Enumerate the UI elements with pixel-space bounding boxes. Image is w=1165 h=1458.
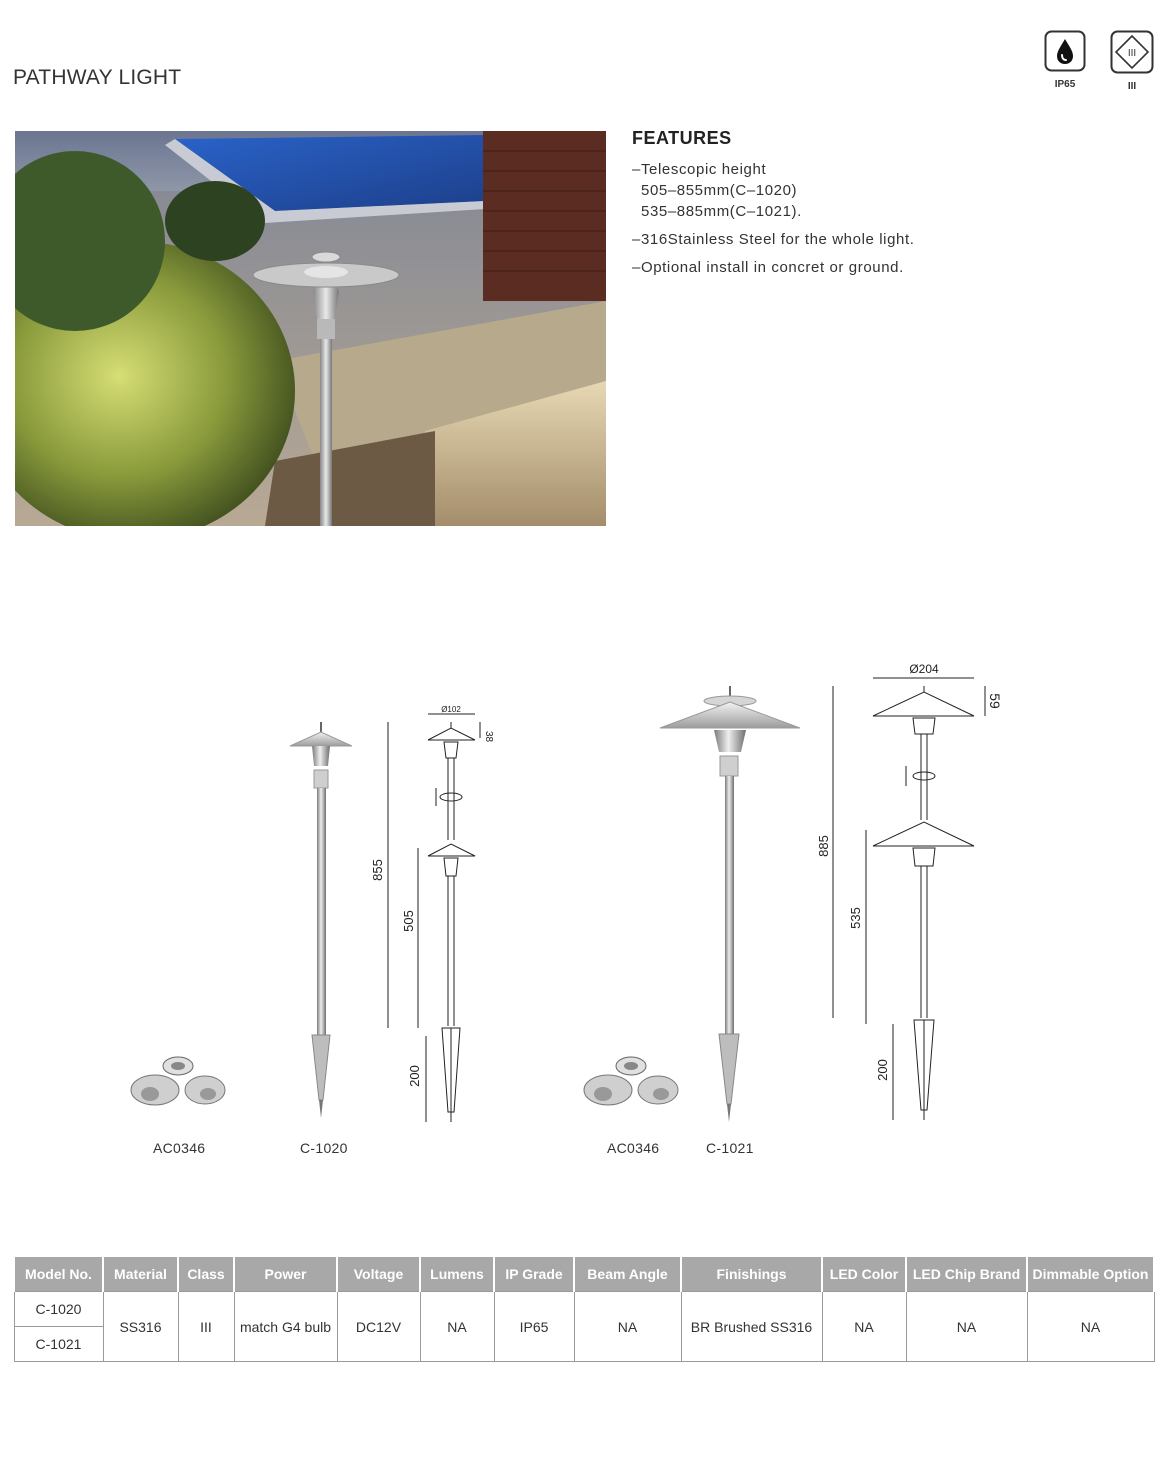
product-render-c1021 [660, 686, 800, 1122]
column-header: Dimmable Option [1027, 1257, 1154, 1292]
table-header-row [14, 1257, 1154, 1292]
lumens-cell: NA [420, 1292, 494, 1362]
class-iii-icon [1110, 30, 1154, 74]
dimension-label: 200 [875, 1059, 890, 1081]
column-header: Class [178, 1257, 234, 1292]
model-cell: C-1021 [14, 1327, 103, 1362]
feature-item [632, 159, 1132, 222]
water-drop-icon [1044, 30, 1086, 72]
dimension-label: 505 [401, 910, 416, 932]
ip-grade-cell: IP65 [494, 1292, 574, 1362]
dimension-label: Ø204 [909, 662, 939, 676]
class-iii-label: III [1127, 81, 1137, 92]
feature-line: 535–885mm(C–1021). [641, 203, 802, 220]
class-cell: III [178, 1292, 234, 1362]
technical-drawings [0, 650, 1165, 1170]
column-header: Lumens [420, 1257, 494, 1292]
product-photo [15, 131, 606, 526]
column-header: Model No. [14, 1257, 103, 1292]
product-render-c1020 [290, 722, 352, 1118]
class-iii-symbol: III [1127, 48, 1137, 59]
column-header: IP Grade [494, 1257, 574, 1292]
dimension-label: 885 [816, 835, 831, 857]
dimension-label: 59 [987, 693, 1003, 709]
column-header: Beam Angle [574, 1257, 681, 1292]
features-section [632, 128, 1132, 285]
page-title: PATHWAY LIGHT [13, 66, 182, 89]
class-iii-badge [1110, 30, 1154, 92]
feature-line: –Optional install in concret or ground. [632, 259, 904, 276]
finishings-cell: BR Brushed SS316 [681, 1292, 822, 1362]
column-header: LED Chip Brand [906, 1257, 1027, 1292]
feature-item [632, 257, 1132, 278]
features-heading: FEATURES [632, 128, 732, 148]
dimension-label: 855 [370, 859, 385, 881]
dimension-label: 200 [407, 1065, 422, 1087]
dimension-label: 535 [848, 907, 863, 929]
column-header: Voltage [337, 1257, 420, 1292]
dimension-label: Ø102 [441, 705, 461, 714]
accessory-image-right [584, 1057, 678, 1105]
line-drawing-c1021 [833, 678, 985, 1120]
feature-line: 505–855mm(C–1020) [641, 182, 798, 199]
accessory-image-left [131, 1057, 225, 1105]
dimmable-option-cell: NA [1027, 1292, 1154, 1362]
feature-line: –Telescopic height [632, 161, 767, 178]
beam-angle-cell: NA [574, 1292, 681, 1362]
model-caption-right: C-1021 [706, 1140, 754, 1156]
spec-table [13, 1257, 1155, 1362]
dimension-label: 38 [483, 731, 494, 743]
power-cell: match G4 bulb [234, 1292, 337, 1362]
voltage-cell: DC12V [337, 1292, 420, 1362]
model-caption-left: C-1020 [300, 1140, 348, 1156]
led-chip-brand-cell: NA [906, 1292, 1027, 1362]
column-header: Finishings [681, 1257, 822, 1292]
material-cell: SS316 [103, 1292, 178, 1362]
accessory-caption-left: AC0346 [153, 1140, 206, 1156]
feature-item [632, 229, 1132, 250]
column-header: LED Color [822, 1257, 906, 1292]
led-color-cell: NA [822, 1292, 906, 1362]
ip65-badge [1043, 30, 1087, 90]
feature-line: –316Stainless Steel for the whole light. [632, 231, 915, 248]
table-row [14, 1292, 1154, 1327]
column-header: Power [234, 1257, 337, 1292]
ip65-label: IP65 [1054, 79, 1076, 90]
model-cell: C-1020 [14, 1292, 103, 1327]
column-header: Material [103, 1257, 178, 1292]
accessory-caption-right: AC0346 [607, 1140, 660, 1156]
